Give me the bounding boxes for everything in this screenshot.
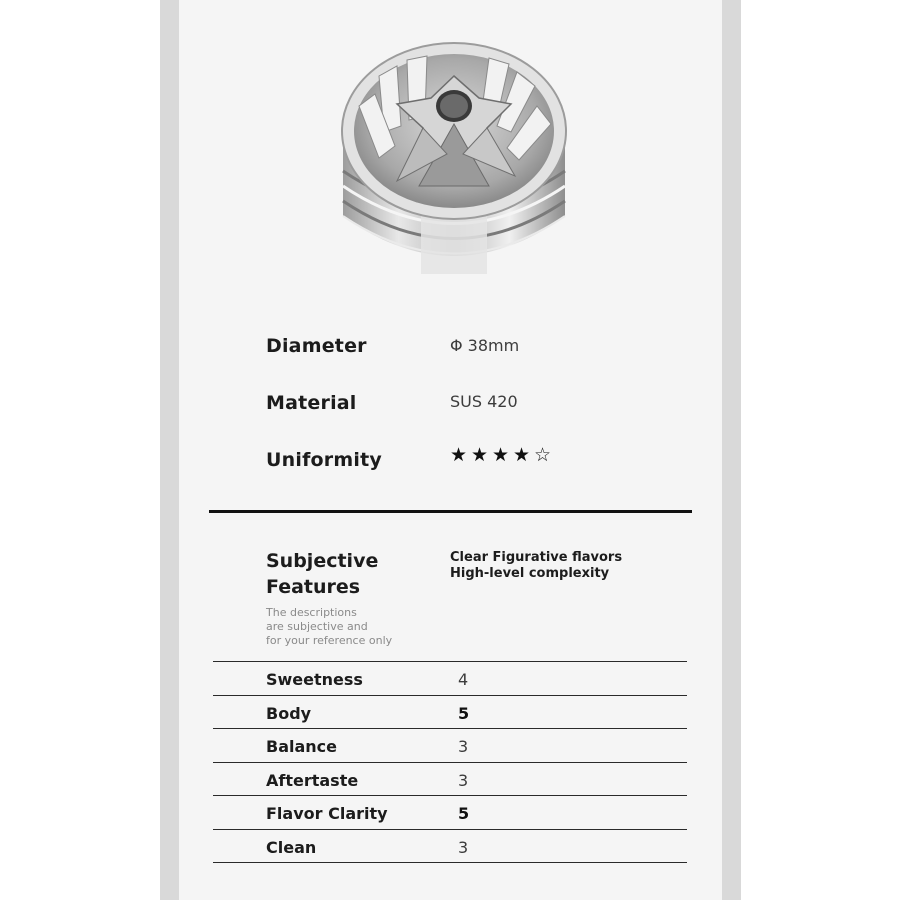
star-filled-icon: ★ xyxy=(471,444,489,466)
right-gray-bar xyxy=(722,0,741,900)
rating-row-body xyxy=(213,695,687,729)
star-outline-icon: ☆ xyxy=(534,444,552,466)
spec-label-uniformity: Uniformity xyxy=(266,449,382,471)
section-divider xyxy=(209,510,692,513)
subjective-description xyxy=(450,550,670,582)
spec-value-material: SUS 420 xyxy=(450,392,518,411)
spec-value-diameter: Φ 38mm xyxy=(450,336,520,355)
rating-score: 5 xyxy=(458,703,470,723)
subjective-title-line2: Features xyxy=(266,576,361,598)
rating-score: 5 xyxy=(458,804,470,823)
subjective-note-line2: are subjective and xyxy=(266,620,368,633)
rating-row-balance xyxy=(213,728,687,762)
subjective-title-line1: Subjective xyxy=(266,550,379,572)
rating-row-sweetness xyxy=(213,661,687,695)
star-filled-icon: ★ xyxy=(492,444,510,466)
rating-name: Aftertaste xyxy=(266,770,359,790)
rating-name: Flavor Clarity xyxy=(266,804,388,823)
grinder-burr-image xyxy=(339,36,569,280)
rating-name: Body xyxy=(266,703,312,723)
subjective-features-title xyxy=(266,548,416,600)
rating-name: Sweetness xyxy=(266,670,363,689)
spec-label-diameter: Diameter xyxy=(266,335,367,357)
rating-score: 3 xyxy=(458,770,469,790)
uniformity-star-rating xyxy=(450,446,552,464)
left-gray-bar xyxy=(160,0,179,900)
rating-row-flavor-clarity xyxy=(213,795,687,829)
rating-score: 3 xyxy=(458,737,469,756)
rating-name: Balance xyxy=(266,737,337,756)
rating-score: 4 xyxy=(458,670,469,689)
spec-panel xyxy=(179,0,722,900)
subjective-note-line1: The descriptions xyxy=(266,606,357,619)
flavor-rating-table xyxy=(213,661,687,863)
rating-name: Clean xyxy=(266,837,317,857)
rating-score: 3 xyxy=(458,837,469,857)
star-filled-icon: ★ xyxy=(450,444,468,466)
star-filled-icon: ★ xyxy=(513,444,531,466)
rating-row-aftertaste xyxy=(213,762,687,796)
rating-row-clean xyxy=(213,829,687,864)
subjective-note-line3: for your reference only xyxy=(266,634,393,647)
subjective-description-line1: Clear Figurative flavors xyxy=(450,550,623,565)
subjective-note xyxy=(266,606,426,648)
spec-label-material: Material xyxy=(266,392,357,414)
subjective-description-line2: High-level complexity xyxy=(450,566,610,581)
